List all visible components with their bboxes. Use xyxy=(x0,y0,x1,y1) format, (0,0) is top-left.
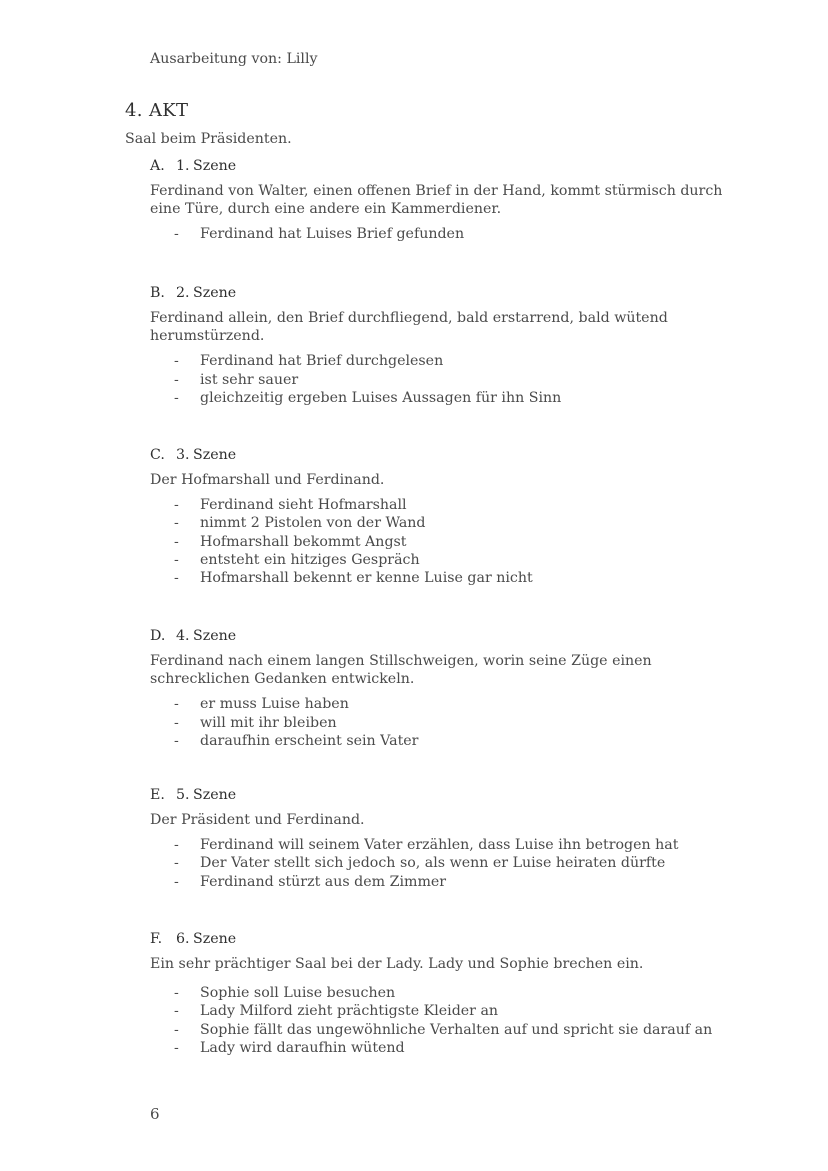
scene-heading xyxy=(150,929,750,949)
scene-section xyxy=(150,445,750,587)
act-heading xyxy=(125,100,188,121)
bullet-text: Ferdinand stürzt aus dem Zimmer xyxy=(200,873,447,890)
bullet-text: Hofmarshall bekennt er kenne Luise gar nicht xyxy=(200,570,533,587)
bullet-dash: - xyxy=(174,873,179,890)
act-title: AKT xyxy=(149,100,189,121)
bullet-text: Sophie soll Luise besuchen xyxy=(200,985,396,1002)
bullet-text: Der Vater stellt sich jedoch so, als wenn er Luise heiraten dürfte xyxy=(200,855,666,872)
scene-letter: D. xyxy=(150,628,166,644)
page-number: 6 xyxy=(150,1105,160,1123)
scene-number: 3. xyxy=(176,447,190,463)
list-item xyxy=(150,514,750,532)
list-item xyxy=(150,533,750,551)
scene-bullet-list xyxy=(150,352,750,407)
bullet-dash: - xyxy=(174,570,179,587)
list-item xyxy=(150,569,750,587)
scene-heading xyxy=(150,283,750,303)
bullet-text: Lady Milford zieht prächtigste Kleider an xyxy=(200,1003,499,1020)
list-item xyxy=(150,389,750,407)
scene-section xyxy=(150,626,750,750)
scene-bullet-list xyxy=(150,984,750,1057)
list-item xyxy=(150,1021,750,1039)
list-item xyxy=(150,732,750,750)
bullet-dash: - xyxy=(174,837,179,854)
scene-number: 4. xyxy=(176,628,190,644)
act-number: 4. xyxy=(125,100,143,121)
bullet-text: Ferdinand hat Brief durchgelesen xyxy=(200,353,444,370)
scene-letter: E. xyxy=(150,787,165,803)
bullet-dash: - xyxy=(174,985,179,1002)
act-setting: Saal beim Präsidenten. xyxy=(125,131,292,147)
bullet-text: gleichzeitig ergeben Luises Aussagen für ihn Sinn xyxy=(200,389,562,406)
list-item xyxy=(150,1002,750,1020)
scene-section xyxy=(150,785,750,891)
bullet-text: Sophie fällt das ungewöhnliche Verhalten auf und spricht sie darauf an xyxy=(200,1021,713,1038)
scene-title: Szene xyxy=(193,447,237,463)
bullet-dash: - xyxy=(174,1003,179,1020)
bullet-text: Lady wird daraufhin wütend xyxy=(200,1039,405,1056)
scene-number: 6. xyxy=(176,931,190,947)
scene-description: Ein sehr prächtiger Saal bei der Lady. Lady und Sophie brechen ein. xyxy=(150,956,644,972)
scene-number: 1. xyxy=(176,158,190,174)
list-item xyxy=(150,836,750,854)
scene-description: Der Präsident und Ferdinand. xyxy=(150,812,365,828)
list-item xyxy=(150,496,750,514)
bullet-dash: - xyxy=(174,515,179,532)
bullet-text: will mit ihr bleiben xyxy=(200,714,337,731)
scene-section xyxy=(150,283,750,407)
scene-number: 2. xyxy=(176,285,190,301)
bullet-dash: - xyxy=(174,497,179,514)
bullet-dash: - xyxy=(174,696,179,713)
bullet-dash: - xyxy=(174,371,179,388)
scene-heading xyxy=(150,156,750,176)
list-item xyxy=(150,984,750,1002)
scene-letter: F. xyxy=(150,931,163,947)
bullet-dash: - xyxy=(174,1039,179,1056)
scene-heading xyxy=(150,445,750,465)
scene-title: Szene xyxy=(193,628,237,644)
scene-title: Szene xyxy=(193,931,237,947)
scene-letter: A. xyxy=(150,158,165,174)
bullet-text: Ferdinand will seinem Vater erzählen, dass Luise ihn betrogen hat xyxy=(200,837,679,854)
bullet-text: Ferdinand sieht Hofmarshall xyxy=(200,497,407,514)
bullet-dash: - xyxy=(174,732,179,749)
scene-letter: B. xyxy=(150,285,165,301)
scene-title: Szene xyxy=(193,787,237,803)
author-line: Ausarbeitung von: Lilly xyxy=(150,51,318,67)
scene-bullet-list xyxy=(150,836,750,891)
list-item xyxy=(150,551,750,569)
scene-description: Der Hofmarshall und Ferdinand. xyxy=(150,472,385,488)
scene-bullet-list xyxy=(150,225,750,243)
scene-description: Ferdinand allein, den Brief durchfliegend, bald erstarrend, bald wütend herumstürzend. xyxy=(150,310,668,345)
bullet-text: Ferdinand hat Luises Brief gefunden xyxy=(200,226,465,243)
bullet-dash: - xyxy=(174,226,179,243)
bullet-dash: - xyxy=(174,533,179,550)
bullet-text: er muss Luise haben xyxy=(200,696,349,713)
scene-description: Ferdinand nach einem langen Stillschweigen, worin seine Züge einen schrecklichen Gedanken entwickeln. xyxy=(150,653,652,688)
scene-bullet-list xyxy=(150,695,750,750)
list-item xyxy=(150,371,750,389)
bullet-dash: - xyxy=(174,551,179,568)
list-item xyxy=(150,225,750,243)
scene-section xyxy=(150,156,750,244)
bullet-dash: - xyxy=(174,714,179,731)
bullet-dash: - xyxy=(174,389,179,406)
scene-title: Szene xyxy=(193,158,237,174)
bullet-dash: - xyxy=(174,1021,179,1038)
list-item xyxy=(150,873,750,891)
bullet-dash: - xyxy=(174,353,179,370)
scene-title: Szene xyxy=(193,285,237,301)
bullet-text: ist sehr sauer xyxy=(200,371,299,388)
bullet-text: entsteht ein hitziges Gespräch xyxy=(200,551,420,568)
list-item xyxy=(150,714,750,732)
list-item xyxy=(150,352,750,370)
list-item xyxy=(150,854,750,872)
scene-bullet-list xyxy=(150,496,750,587)
bullet-text: Hofmarshall bekommt Angst xyxy=(200,533,407,550)
scene-description: Ferdinand von Walter, einen offenen Brief in der Hand, kommt stürmisch durch eine Türe, durch eine andere ein Kammerdiener. xyxy=(150,183,723,218)
list-item xyxy=(150,1039,750,1057)
list-item xyxy=(150,695,750,713)
scene-section xyxy=(150,929,750,1057)
bullet-text: nimmt 2 Pistolen von der Wand xyxy=(200,515,426,532)
scene-heading xyxy=(150,785,750,805)
scene-heading xyxy=(150,626,750,646)
scene-letter: C. xyxy=(150,447,165,463)
scene-number: 5. xyxy=(176,787,190,803)
bullet-text: daraufhin erscheint sein Vater xyxy=(200,732,419,749)
bullet-dash: - xyxy=(174,855,179,872)
